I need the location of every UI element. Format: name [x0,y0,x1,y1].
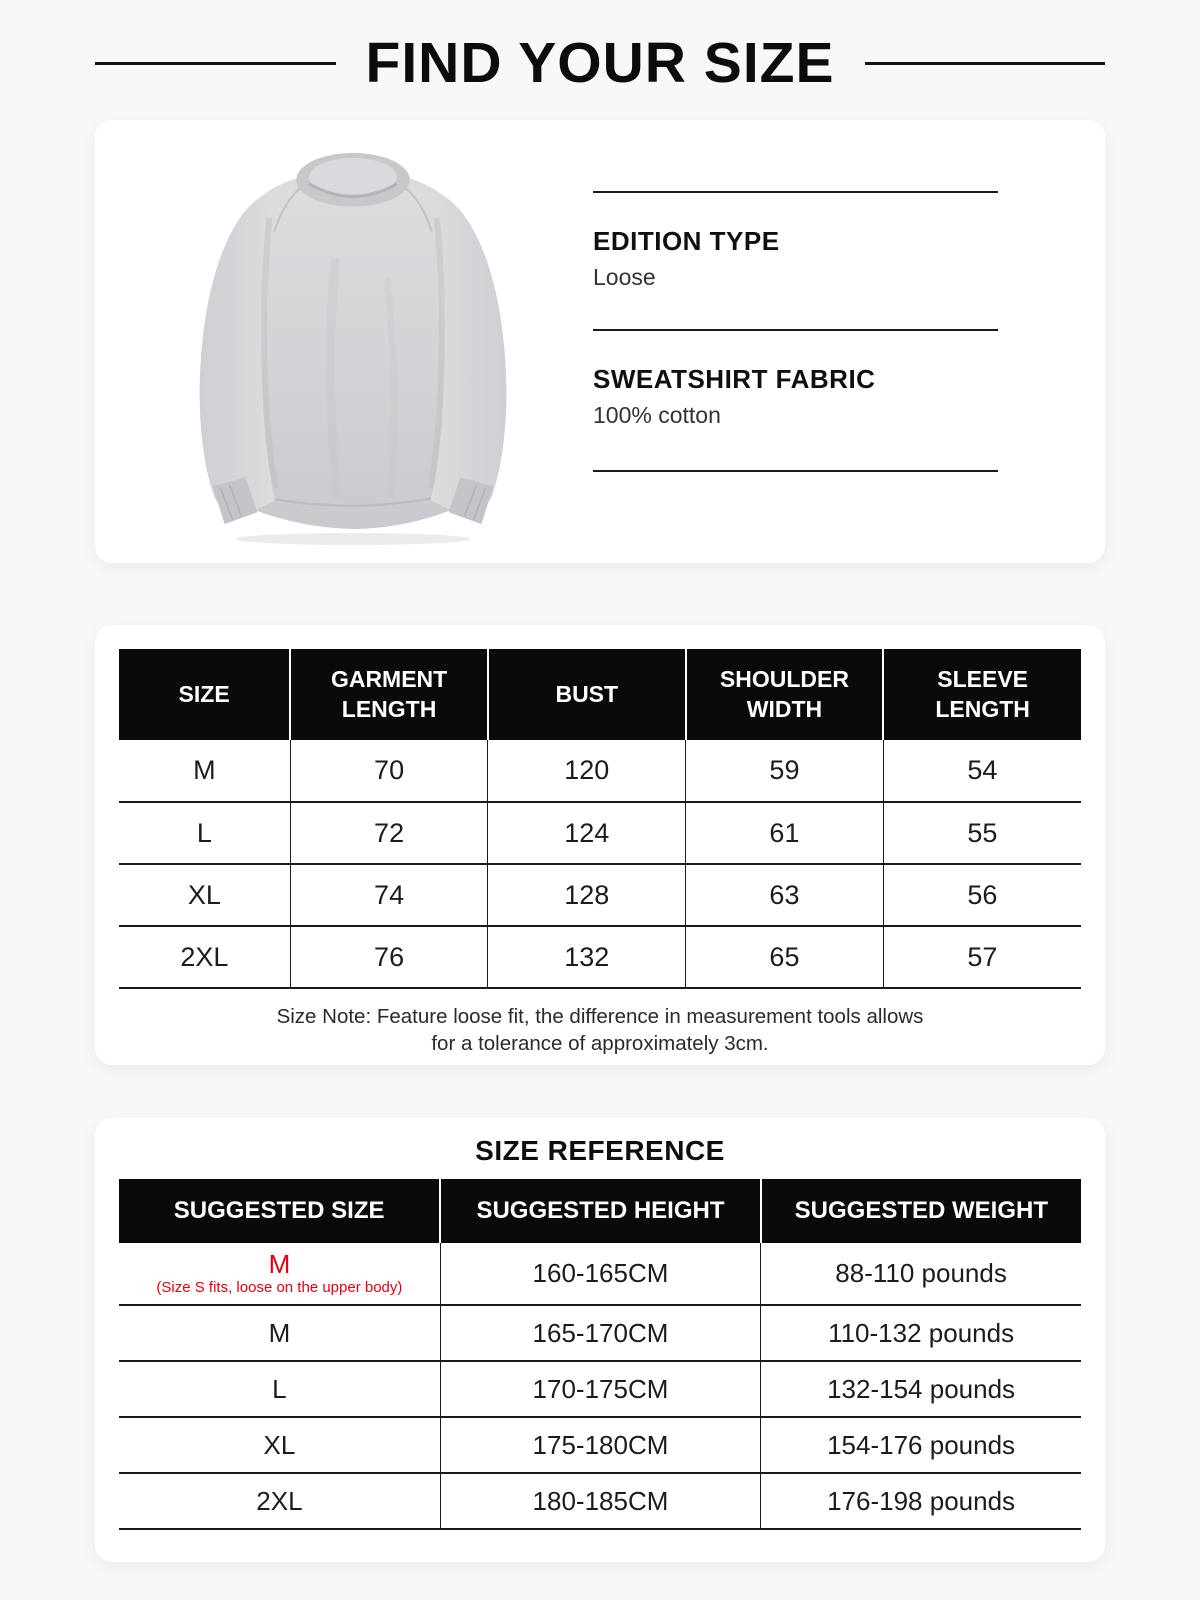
size-reference-row-xl [119,1417,1081,1473]
column-header-sleeve-length: SLEEVE LENGTH [883,649,1081,740]
column-header-size: SIZE [119,649,290,740]
cell-size: XL [119,864,290,926]
highlight-size: M [268,1248,291,1279]
size-table-row-xl [119,864,1081,926]
size-table-row-l [119,802,1081,864]
cell-sleeve-length: 56 [883,864,1081,926]
cell-suggested-size: XL [119,1417,440,1473]
size-table-row-m [119,740,1081,802]
size-reference-row-m-small [119,1243,1081,1305]
divider [593,191,998,193]
size-table [119,649,1081,989]
column-header-shoulder-width: SHOULDER WIDTH [686,649,884,740]
cell-size: 2XL [119,926,290,988]
cell-shoulder-width: 59 [686,740,884,802]
cell-bust: 124 [488,802,686,864]
column-header-garment-length: GARMENT LENGTH [290,649,488,740]
page-header [95,0,1105,96]
cell-suggested-weight: 132-154 pounds [761,1361,1081,1417]
cell-sleeve-length: 54 [883,740,1081,802]
size-reference-row-2xl [119,1473,1081,1529]
cell-suggested-size: 2XL [119,1473,440,1529]
cell-shoulder-width: 63 [686,864,884,926]
cell-suggested-weight: 176-198 pounds [761,1473,1081,1529]
cell-suggested-size: M [119,1305,440,1361]
cell-shoulder-width: 61 [686,802,884,864]
cell-garment-length: 76 [290,926,488,988]
highlight-size-note: (Size S fits, loose on the upper body) [156,1279,403,1297]
size-note [119,1003,1081,1058]
cell-suggested-weight: 88-110 pounds [761,1243,1081,1305]
size-note-line-1: Size Note: Feature loose fit, the difference in measurement tools allows [276,1005,924,1028]
cell-suggested-size-highlight [119,1243,440,1305]
cell-garment-length: 70 [290,740,488,802]
cell-size: L [119,802,290,864]
cell-size: M [193,755,216,785]
cell-garment-length: 72 [290,802,488,864]
column-header-suggested-weight: SUGGESTED WEIGHT [761,1179,1081,1243]
edition-type-value: Loose [593,264,656,290]
cell-garment-length: 74 [290,864,488,926]
column-header-bust: BUST [488,649,686,740]
cell-sleeve-length: 57 [883,926,1081,988]
fabric-value: 100% cotton [593,402,721,428]
column-header-suggested-size: SUGGESTED SIZE [119,1179,440,1243]
cell-suggested-size: L [119,1361,440,1417]
size-reference-header-row [119,1179,1081,1243]
cell-bust: 128 [488,864,686,926]
cell-shoulder-width: 65 [686,926,884,988]
size-reference-title: SIZE REFERENCE [475,1135,725,1166]
cell-suggested-height: 165-170CM [440,1305,760,1361]
cell-suggested-weight: 154-176 pounds [761,1417,1081,1473]
cell-suggested-height: 180-185CM [440,1473,760,1529]
divider [593,470,998,472]
cell-suggested-weight: 110-132 pounds [761,1305,1081,1361]
page-title: FIND YOUR SIZE [365,31,835,95]
size-reference-row-l [119,1361,1081,1417]
size-table-row-2xl [119,926,1081,988]
cell-sleeve-length: 55 [883,802,1081,864]
size-table-header-row [119,649,1081,740]
title-left-rule [95,62,336,65]
cell-suggested-height: 170-175CM [440,1361,760,1417]
cell-bust: 132 [488,926,686,988]
divider [593,329,998,331]
title-right-rule [865,62,1106,65]
fabric-heading: SWEATSHIRT FABRIC [593,364,876,394]
cell-bust: 120 [488,740,686,802]
sweatshirt-image [179,138,531,546]
cell-suggested-height: 160-165CM [440,1243,760,1305]
size-note-line-2: for a tolerance of approximately 3cm. [431,1032,769,1056]
size-reference-card [95,1118,1105,1562]
edition-type-heading: EDITION TYPE [593,226,780,256]
product-info-panel [593,120,998,563]
product-card [95,120,1105,563]
column-header-suggested-height: SUGGESTED HEIGHT [440,1179,760,1243]
size-reference-table [119,1179,1081,1530]
size-table-card [95,625,1105,1065]
cell-suggested-height: 175-180CM [440,1417,760,1473]
size-reference-row-m [119,1305,1081,1361]
